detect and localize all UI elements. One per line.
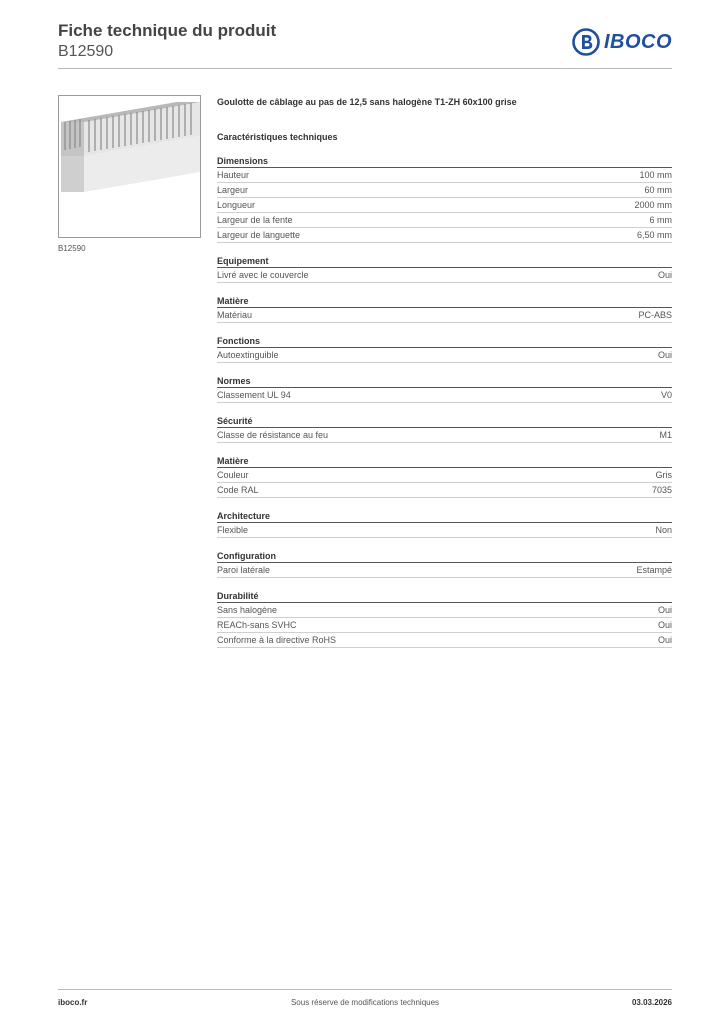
footer-website-link[interactable]: iboco.fr [58, 998, 88, 1007]
spec-section [217, 375, 672, 403]
spec-row [217, 468, 672, 483]
logo-text: IBOCO [603, 30, 672, 53]
spec-label: Sans halogène [217, 605, 278, 615]
spec-value: 6 mm [649, 215, 672, 225]
spec-section [217, 510, 672, 538]
spec-row [217, 603, 672, 618]
section-title: Fonctions [217, 335, 672, 348]
section-title: Sécurité [217, 415, 672, 428]
spec-label: Matériau [217, 310, 253, 320]
section-title: Durabilité [217, 590, 672, 603]
spec-label: Code RAL [217, 485, 259, 495]
product-description: Goulotte de câblage au pas de 12,5 sans halogène T1-ZH 60x100 grise [217, 97, 517, 107]
spec-label: Conforme à la directive RoHS [217, 635, 337, 645]
section-title: Architecture [217, 510, 672, 523]
spec-label: Largeur [217, 185, 249, 195]
spec-label: Livré avec le couvercle [217, 270, 309, 280]
spec-row [217, 308, 672, 323]
spec-value: 6,50 mm [636, 230, 672, 240]
spec-value: Oui [657, 270, 672, 280]
spec-row [217, 618, 672, 633]
header-divider [58, 68, 672, 69]
section-title: Normes [217, 375, 672, 388]
spec-row [217, 228, 672, 243]
spec-section [217, 415, 672, 443]
spec-value: 60 mm [644, 185, 672, 195]
spec-row [217, 348, 672, 363]
spec-row [217, 268, 672, 283]
spec-label: Autoextinguible [217, 350, 279, 360]
iboco-emblem-icon [572, 28, 600, 56]
spec-label: Couleur [217, 470, 249, 480]
spec-section [217, 255, 672, 283]
spec-row [217, 198, 672, 213]
spec-value: Oui [657, 605, 672, 615]
spec-value: M1 [659, 430, 672, 440]
spec-value: Oui [657, 350, 672, 360]
section-title: Matière [217, 455, 672, 468]
spec-section [217, 295, 672, 323]
spec-label: REACh-sans SVHC [217, 620, 297, 630]
spec-value: Oui [657, 635, 672, 645]
spec-row [217, 428, 672, 443]
spec-section [217, 335, 672, 363]
spec-row [217, 563, 672, 578]
section-title: Equipement [217, 255, 672, 268]
spec-row [217, 483, 672, 498]
spec-value: 2000 mm [634, 200, 672, 210]
spec-row [217, 388, 672, 403]
cable-duct-illustration [59, 96, 200, 237]
section-title: Matière [217, 295, 672, 308]
spec-label: Classe de résistance au feu [217, 430, 329, 440]
spec-row [217, 168, 672, 183]
spec-section [217, 155, 672, 243]
spec-value: Non [655, 525, 672, 535]
spec-row [217, 183, 672, 198]
spec-row [217, 523, 672, 538]
spec-section [217, 455, 672, 498]
footer-date: 03.03.2026 [631, 998, 672, 1007]
spec-label: Paroi latérale [217, 565, 271, 575]
spec-section [217, 550, 672, 578]
product-reference: B12590 [58, 43, 114, 60]
spec-row [217, 213, 672, 228]
spec-value: V0 [660, 390, 672, 400]
specs-heading: Caractéristiques techniques [217, 132, 338, 142]
footer-divider [58, 989, 672, 990]
spec-value: PC-ABS [638, 310, 672, 320]
spec-value: Gris [655, 470, 672, 480]
spec-value: 100 mm [639, 170, 672, 180]
spec-label: Largeur de languette [217, 230, 301, 240]
spec-label: Classement UL 94 [217, 390, 291, 400]
product-image [58, 95, 201, 238]
spec-label: Largeur de la fente [217, 215, 293, 225]
page-footer [58, 998, 672, 1010]
document-title: Fiche technique du produit [58, 21, 277, 40]
footer-disclaimer: Sous réserve de modifications techniques [290, 998, 440, 1007]
spec-value: Oui [657, 620, 672, 630]
product-specifications [217, 96, 672, 648]
image-caption: B12590 [58, 244, 86, 253]
spec-label: Longueur [217, 200, 256, 210]
iboco-logo [572, 28, 672, 56]
spec-label: Hauteur [217, 170, 250, 180]
spec-section [217, 590, 672, 648]
spec-row [217, 633, 672, 648]
section-title: Configuration [217, 550, 672, 563]
spec-label: Flexible [217, 525, 249, 535]
spec-value: Estampé [636, 565, 672, 575]
section-title: Dimensions [217, 155, 672, 168]
page-header [58, 20, 672, 70]
spec-value: 7035 [651, 485, 672, 495]
